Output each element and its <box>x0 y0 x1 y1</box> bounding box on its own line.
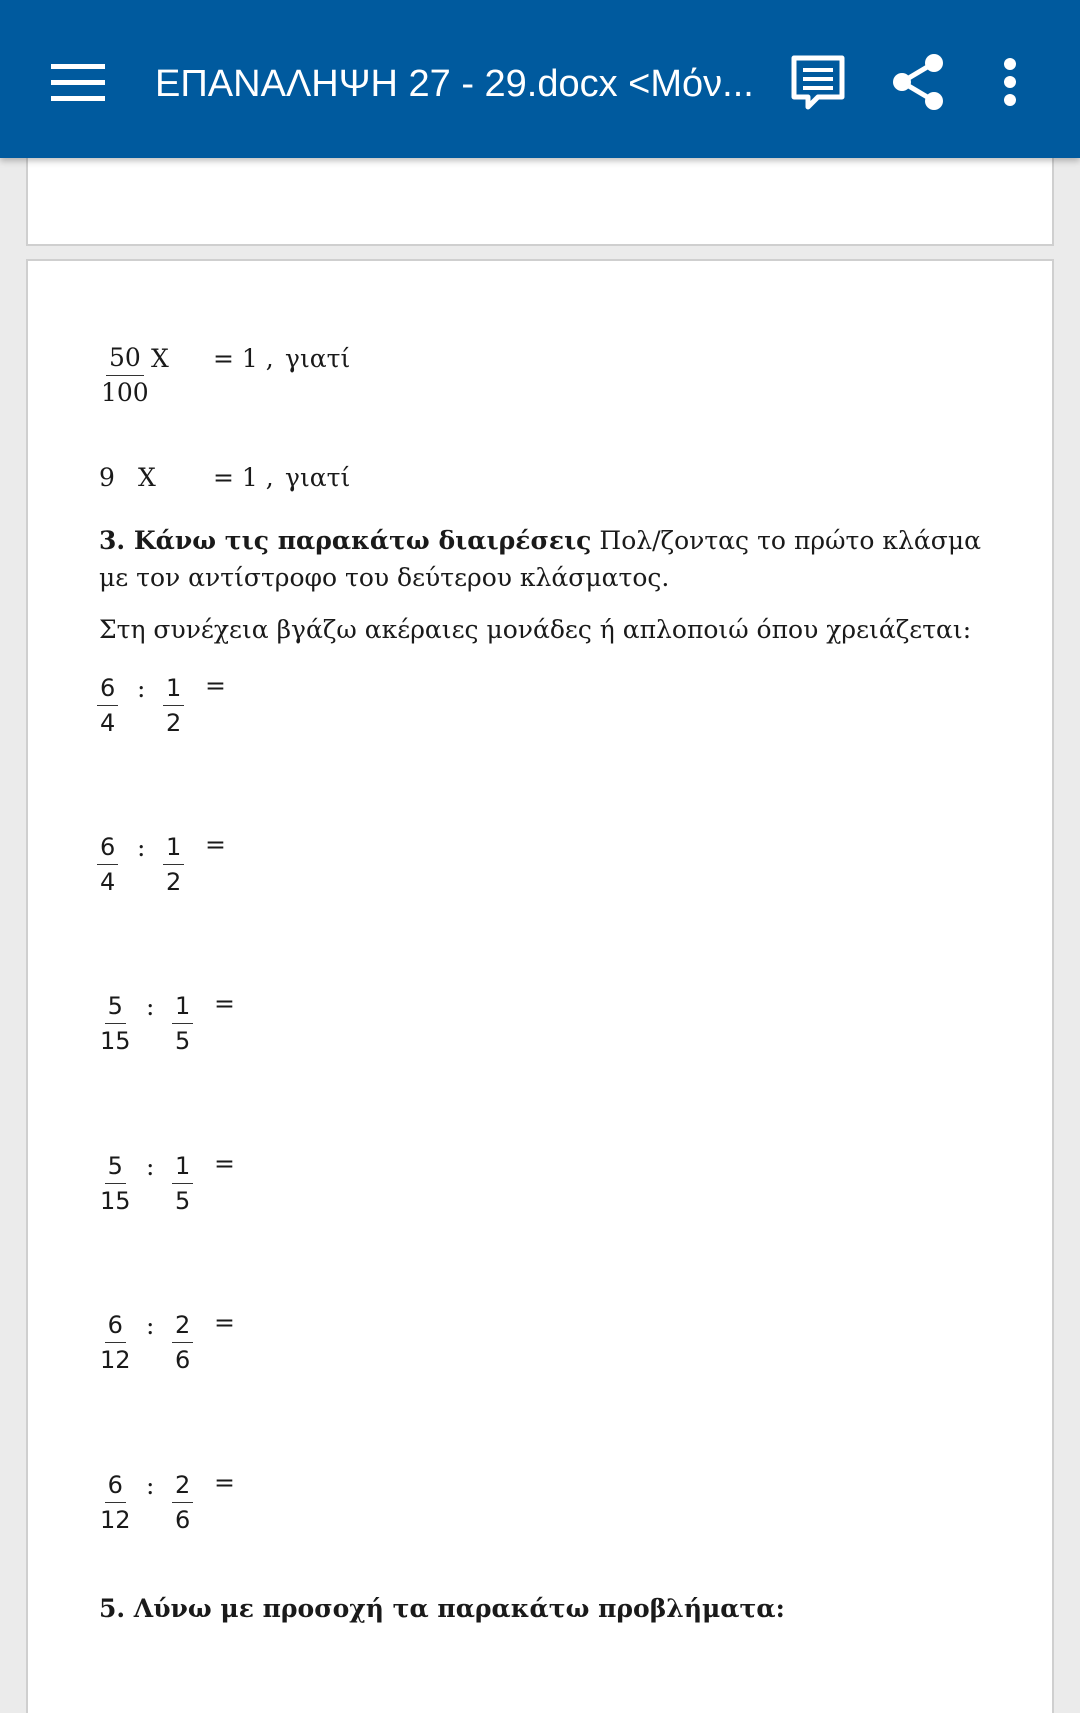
why-label: γιατί <box>285 344 351 373</box>
reading-view-button[interactable] <box>780 44 856 120</box>
fraction-denominator: 15 <box>100 1027 131 1055</box>
fraction-dividend <box>97 1149 134 1218</box>
exercise-5-heading: 5. Λύνω με προσοχή τα παρακάτω προβλήματα: <box>99 1594 785 1623</box>
equals-one: = 1 , <box>213 463 274 492</box>
fraction-numerator: 6 <box>97 671 118 706</box>
fraction-denominator: 12 <box>100 1506 131 1534</box>
division-symbol: : <box>137 674 146 703</box>
equals-sign: = <box>214 1149 235 1178</box>
fraction-denominator: 2 <box>166 709 182 737</box>
equals-sign: = <box>214 989 235 1018</box>
fraction-numerator: 6 <box>105 1308 126 1343</box>
fraction-denominator: 2 <box>166 868 182 896</box>
fraction-numerator: 2 <box>172 1308 193 1343</box>
document-title: ΕΠΑΝΑΛΗΨΗ 27 - 29.docx <Μόν... <box>155 63 754 105</box>
fraction-denominator: 5 <box>175 1187 191 1215</box>
fraction-numerator: 2 <box>172 1468 193 1503</box>
share-icon <box>890 53 946 111</box>
fraction-numerator: 1 <box>172 1149 193 1184</box>
fraction-dividend <box>97 989 134 1058</box>
division-symbol: : <box>146 1311 155 1340</box>
menu-button[interactable] <box>40 44 116 120</box>
division-symbol: : <box>146 992 155 1021</box>
share-button[interactable] <box>880 44 956 120</box>
number-nine: 9 <box>99 463 115 492</box>
fraction-divisor <box>172 989 193 1058</box>
fraction-dividend <box>97 671 118 740</box>
fraction-50-100 <box>98 341 152 410</box>
fraction-dividend <box>97 1468 134 1537</box>
fraction-denominator: 100 <box>101 378 149 407</box>
why-label: γιατί <box>285 463 351 492</box>
fraction-numerator: 5 <box>105 989 126 1024</box>
division-symbol: : <box>146 1471 155 1500</box>
fraction-denominator: 4 <box>100 868 116 896</box>
times-symbol: X <box>151 344 169 373</box>
equals-sign: = <box>205 671 226 700</box>
fraction-divisor <box>163 671 184 740</box>
menu-icon <box>51 62 105 102</box>
fraction-divisor <box>172 1468 193 1537</box>
fraction-numerator: 6 <box>105 1468 126 1503</box>
fraction-numerator: 5 <box>105 1149 126 1184</box>
equals-one: = 1 , <box>213 344 274 373</box>
fraction-dividend <box>97 1308 134 1377</box>
fraction-numerator: 1 <box>172 989 193 1024</box>
reading-view-icon <box>789 53 847 111</box>
exercise-3-subinstruction: Στη συνέχεια βγάζω ακέραιες μονάδες ή απλοποιώ όπου χρειάζεται: <box>99 615 972 644</box>
fraction-denominator: 6 <box>175 1346 191 1374</box>
more-options-button[interactable] <box>980 44 1040 120</box>
exercise-3-text <box>99 522 981 596</box>
fraction-divisor <box>172 1308 193 1377</box>
division-symbol: : <box>146 1152 155 1181</box>
app-bar <box>0 0 1080 158</box>
fraction-numerator: 1 <box>163 830 184 865</box>
fraction-denominator: 12 <box>100 1346 131 1374</box>
exercise-3-heading: 3. Κάνω τις παρακάτω διαιρέσεις <box>99 526 592 555</box>
fraction-denominator: 6 <box>175 1506 191 1534</box>
fraction-divisor <box>172 1149 193 1218</box>
exercise-3-instruction: Πολ/ζοντας το πρώτο κλάσμα με τον αντίστροφο του δεύτερου κλάσματος. <box>99 526 981 592</box>
fraction-divisor <box>163 830 184 899</box>
more-vert-icon <box>1002 57 1018 107</box>
fraction-numerator: 50 <box>106 341 144 376</box>
fraction-numerator: 1 <box>163 671 184 706</box>
equals-sign: = <box>214 1468 235 1497</box>
fraction-denominator: 5 <box>175 1027 191 1055</box>
fraction-denominator: 15 <box>100 1187 131 1215</box>
times-symbol: X <box>138 463 156 492</box>
division-symbol: : <box>137 833 146 862</box>
fraction-denominator: 4 <box>100 709 116 737</box>
fraction-numerator: 6 <box>97 830 118 865</box>
equals-sign: = <box>214 1308 235 1337</box>
fraction-dividend <box>97 830 118 899</box>
equals-sign: = <box>205 830 226 859</box>
